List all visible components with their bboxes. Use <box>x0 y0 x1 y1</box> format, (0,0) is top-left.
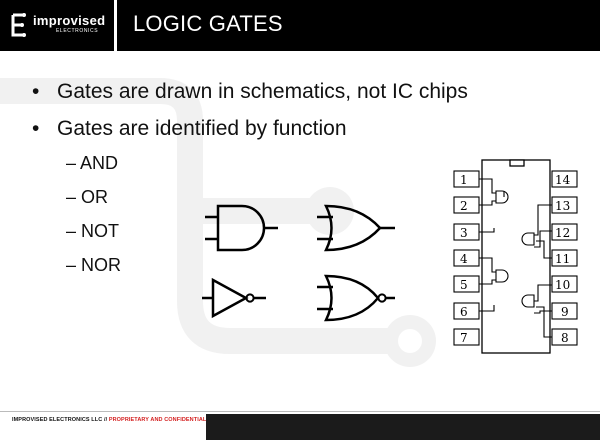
bullet-list <box>32 80 468 154</box>
ic-pin-label: 1 <box>460 173 468 187</box>
ic-pin-label: 8 <box>561 331 569 345</box>
sub-bullet-item: – AND <box>66 153 119 173</box>
bullet-item: • Gates are drawn in schematics, not IC chips <box>32 80 468 117</box>
ic-pin-label: 4 <box>460 252 468 266</box>
footer-divider <box>0 411 600 412</box>
nor-gate-icon <box>317 276 395 320</box>
gate-symbols <box>200 190 400 330</box>
ic-pin-label: 10 <box>555 278 571 292</box>
ic-pinout-diagram <box>448 155 583 355</box>
or-gate-icon <box>317 206 395 250</box>
bullet-item: • Gates are identified by function <box>32 117 468 154</box>
not-gate-icon <box>202 280 266 316</box>
slide-header <box>0 0 600 51</box>
header-divider <box>114 0 117 51</box>
ic-pin-label: 7 <box>460 331 468 345</box>
ic-pin-label: 2 <box>460 199 468 213</box>
footer-text <box>12 417 206 423</box>
brand-name: improvised <box>33 13 106 28</box>
ic-pin-label: 9 <box>561 305 569 319</box>
ic-pin-label: 12 <box>555 226 571 240</box>
ic-pin-label: 5 <box>460 278 468 292</box>
ic-pin-label: 3 <box>460 226 468 240</box>
brand-subtitle: ELECTRONICS <box>56 28 99 34</box>
sub-bullet-item: – OR <box>66 187 109 207</box>
sub-bullet-item: – NOT <box>66 221 120 241</box>
slide-title: LOGIC GATES <box>133 11 283 36</box>
ic-pin-label: 14 <box>555 173 571 187</box>
gate-function-list <box>66 153 121 289</box>
logo-e-icon <box>9 12 31 38</box>
brand-logo <box>0 0 112 51</box>
footer-company: IMPROVISED ELECTRONICS LLC <box>12 417 103 423</box>
sub-bullet-item: – NOR <box>66 255 122 275</box>
and-gate-icon <box>205 206 278 250</box>
ic-pin-label: 6 <box>460 305 468 319</box>
footer-confidential: PROPRIETARY AND CONFIDENTIAL <box>108 417 207 423</box>
ic-pin-label: 13 <box>555 199 571 213</box>
ic-pin-label: 11 <box>555 252 571 266</box>
footer-separator: // <box>102 417 109 423</box>
footer-bar <box>206 414 600 440</box>
